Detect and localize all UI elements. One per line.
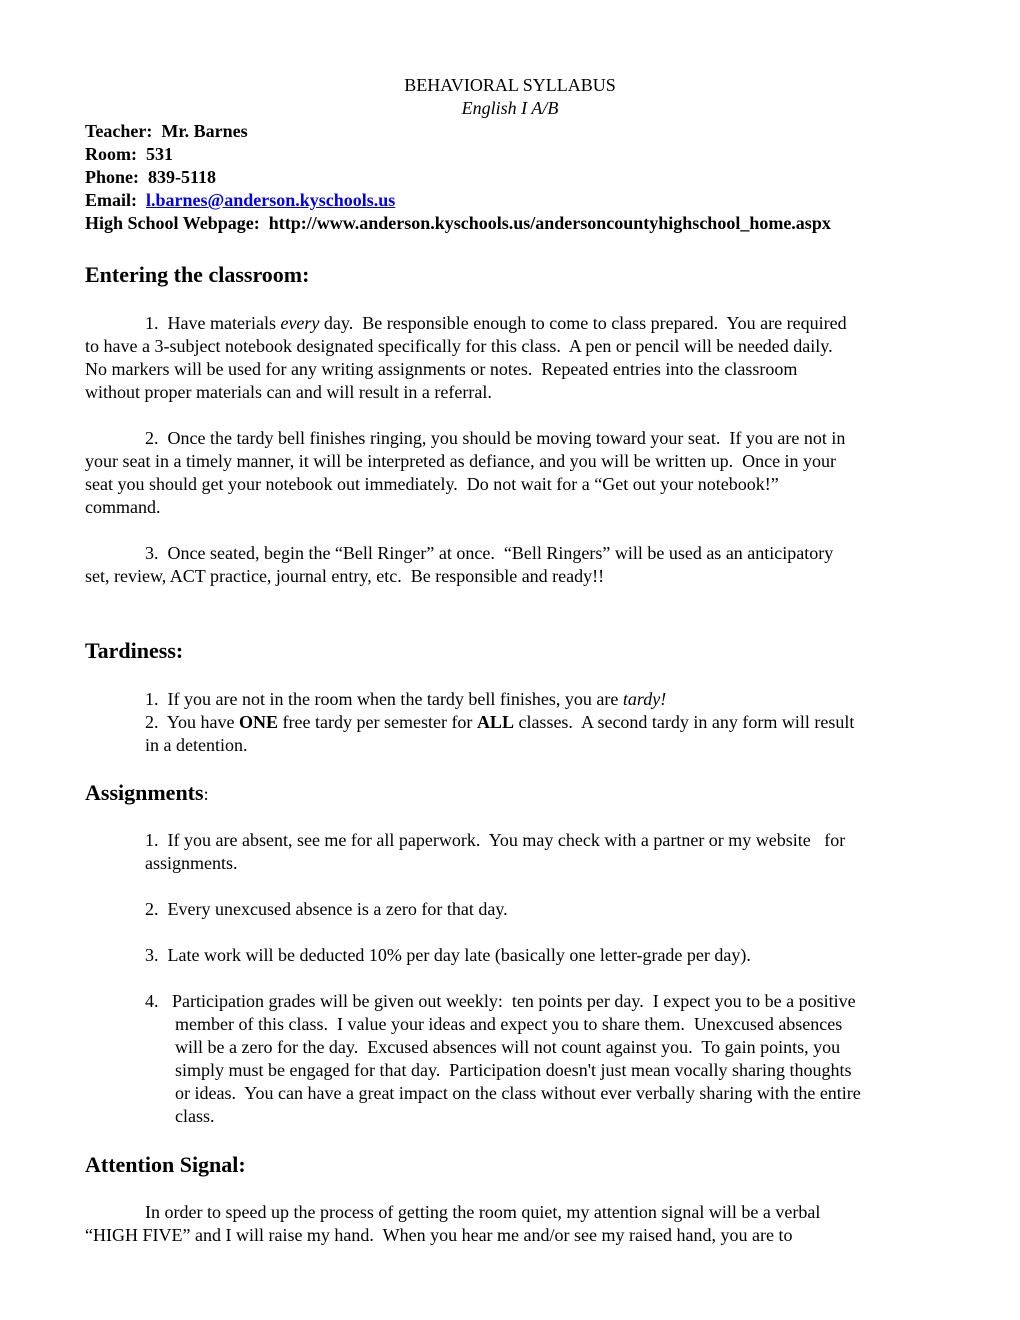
assignments-item-4-cont: will be a zero for the day. Excused absences will not count against you. To gain points, you <box>175 1037 841 1057</box>
entering-p1-line: without proper materials can and will result in a referral. <box>85 382 492 402</box>
entering-p2-line: your seat in a timely manner, it will be interpreted as defiance, and you will be written up. Once in your <box>85 451 837 471</box>
heading-assignments: Assignments: <box>85 780 209 805</box>
phone-label: Phone: <box>85 167 139 187</box>
entering-p3-line: 3. Once seated, begin the “Bell Ringer” at once. “Bell Ringers” will be used as an anticipatory <box>145 543 834 563</box>
heading-attention-signal: Attention Signal: <box>85 1152 246 1177</box>
tardiness-item-2-cont: in a detention. <box>145 735 248 755</box>
phone-value: 839-5118 <box>148 167 217 187</box>
entering-p1-line: to have a 3-subject notebook designated specifically for this class. A pen or pencil will be needed daily. <box>85 336 833 356</box>
attention-line: “HIGH FIVE” and I will raise my hand. When you hear me and/or see my raised hand, you are to <box>85 1225 793 1245</box>
phone-line <box>85 166 216 189</box>
entering-p2-line: 2. Once the tardy bell finishes ringing, you should be moving toward your seat. If you are not in <box>145 428 846 448</box>
entering-p1-line: 1. Have materials every day. Be responsible enough to come to class prepared. You are required <box>145 313 847 333</box>
room-label: Room: <box>85 144 137 164</box>
email-label: Email: <box>85 190 137 210</box>
entering-p3-line: set, review, ACT practice, journal entry, etc. Be responsible and ready!! <box>85 566 605 586</box>
webpage-line <box>85 212 831 235</box>
room-line <box>85 143 173 166</box>
entering-p1-line: No markers will be used for any writing assignments or notes. Repeated entries into the classroom <box>85 359 798 379</box>
webpage-label: High School Webpage: <box>85 213 260 233</box>
heading-tardiness: Tardiness: <box>85 638 184 663</box>
entering-p2-line: seat you should get your notebook out immediately. Do not wait for a “Get out your notebook!” <box>85 474 779 494</box>
assignments-item-2: 2. Every unexcused absence is a zero for that day. <box>145 899 508 919</box>
heading-entering: Entering the classroom: <box>85 262 310 287</box>
assignments-item-4-cont: member of this class. I value your ideas and expect you to share them. Unexcused absences <box>175 1014 843 1034</box>
assignments-item-4-cont: or ideas. You can have a great impact on the class without ever verbally sharing with the entire <box>175 1083 861 1103</box>
email-line <box>85 189 395 212</box>
attention-line: In order to speed up the process of getting the room quiet, my attention signal will be a verbal <box>145 1202 821 1222</box>
assignments-item-3: 3. Late work will be deducted 10% per day late (basically one letter-grade per day). <box>145 945 751 965</box>
room-value: 531 <box>146 144 173 164</box>
assignments-item-4-cont: class. <box>175 1106 215 1126</box>
assignments-item-1-cont: assignments. <box>145 853 238 873</box>
assignments-item-1: 1. If you are absent, see me for all paperwork. You may check with a partner or my website for <box>145 830 846 850</box>
entering-p2-line: command. <box>85 497 161 517</box>
tardiness-item-2: 2. You have ONE free tardy per semester for ALL classes. A second tardy in any form will result <box>145 712 855 732</box>
teacher-line <box>85 120 248 143</box>
webpage-url: http://www.anderson.kyschools.us/andersoncountyhighschool_home.aspx <box>268 213 831 233</box>
assignments-item-4-cont: simply must be engaged for that day. Participation doesn't just mean vocally sharing thoughts <box>175 1060 852 1080</box>
document-title: BEHAVIORAL SYLLABUS <box>404 75 616 95</box>
teacher-value: Mr. Barnes <box>161 121 248 141</box>
document-subtitle: English I A/B <box>461 98 559 118</box>
tardiness-item-1: 1. If you are not in the room when the tardy bell finishes, you are tardy! <box>145 689 667 709</box>
assignments-item-4: 4. Participation grades will be given out weekly: ten points per day. I expect you to be a positive <box>145 991 856 1011</box>
teacher-label: Teacher: <box>85 121 153 141</box>
email-link[interactable]: l.barnes@anderson.kyschools.us <box>146 190 396 210</box>
